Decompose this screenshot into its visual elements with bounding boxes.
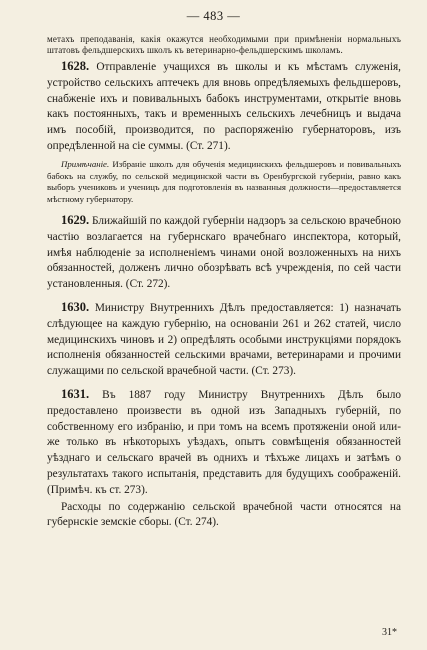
article-number: 1630.: [61, 299, 90, 314]
article-1631: [47, 387, 401, 499]
note-label: Примѣчаніе.: [61, 158, 110, 169]
article-number: 1629.: [61, 212, 90, 227]
article-1628: [47, 59, 401, 155]
printer-signature-mark: 31*: [382, 627, 397, 638]
article-text: Въ 1887 году Министру Внутреннихъ Дѣлъ было предоставлено произвести въ одной изъ Западныхъ губерній, по собственному его избранію, и при томъ на всемъ протяженіи оной или-же только въ нѣкоторыхъ уѣздахъ, опытъ совмѣщенія обязанностей уѣзднаго и сельскаго врачей въ однихъ и тѣхъже лицахъ и затѣмъ о результатахъ такого испытанія, представить для будущихъ соображеній. (Примѣч. къ ст. 273).: [47, 388, 401, 496]
article-number: 1628.: [61, 59, 90, 73]
lead-text: метахъ преподаванія, какія окажутся необходимыми при примѣненіи нормальныхъ штатовъ фельдшерскихъ школъ къ ветеринарно-фельдшерскимъ школамъ.: [47, 34, 401, 55]
article-text: Министру Внутреннихъ Дѣлъ предоставляется: 1) назначать слѣдующее на каждую губернію, на основаніи 261 и 262 статей, число медицинскихъ чиновъ и 2) опредѣлять особыми инструкціями порядокъ исполненія обязанностей сельскими врачами, ветеринарами и прочими служащими по сельской врачебной части. (Ст. 273).: [47, 301, 401, 378]
note: [47, 159, 401, 206]
page-number: — 483 —: [186, 9, 241, 23]
article-1630: [47, 300, 401, 380]
article-text: Отправленіе учащихся въ школы и къ мѣстамъ служенія, устройство сельскихъ аптечекъ для вновь опредѣляемыхъ фельдшеровъ, снабженіе ихъ и повивальныхъ бабокъ инструментами, открытіе вновь какъ постоянныхъ, такъ и временныхъ сельскихъ лечебницъ и выдача имъ пособій, производится, по распоряженію губернаторовъ, изъ опредѣленной на сіе суммы. (Ст. 271).: [47, 61, 402, 152]
article-text: Ближайшій по каждой губерніи надзоръ за сельскою врачебною частію возлагается на губернскаго врачебнаго инспектора, который, имѣя наблюденіе за исполненіемъ чинами оной возложенныхъ на нихъ обязанностей, долженъ лично обозрѣвать всѣ учрежденія, по сей части установленныя. (Ст. 272).: [47, 214, 401, 291]
article-1629: [47, 213, 401, 293]
note-text: Избраніе школъ для обученія медицинскихъ фельдшеровъ и повивальныхъ бабокъ на службу, по сельской медицинской части въ Оренбургской губерніи, равно какъ выборъ учениковъ и ученицъ для подготовленія въ названныя должности—предоставляется мѣстному губернатору.: [47, 158, 401, 205]
final-paragraph: Расходы по содержанію сельской врачебной части относятся на губернскіе земскіе сборы. (Ст. 274).: [47, 500, 401, 529]
article-number: 1631.: [61, 386, 90, 401]
page-body: [47, 34, 401, 531]
